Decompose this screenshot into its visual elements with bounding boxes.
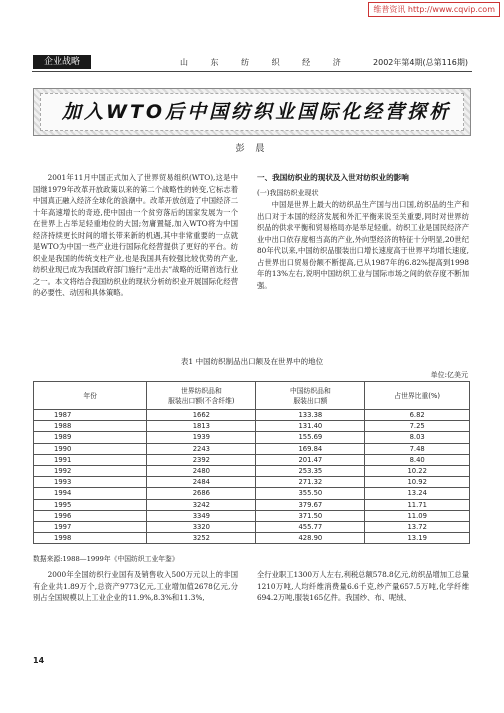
cell-world-export: 2686 — [147, 488, 256, 499]
cell-year: 1995 — [34, 499, 147, 510]
author: 彭 晨 — [235, 144, 269, 154]
data-source: 数据来源:1988—1999年《中国纺织工业年鉴》 — [33, 555, 179, 563]
header-rule — [32, 71, 472, 72]
cell-year: 1992 — [34, 465, 147, 476]
cell-year: 1993 — [34, 477, 147, 488]
bottom-left-paragraph: 2000年全国纺织行业国有及销售收入500万元以上的非国有企业共1.89万个,总资产9773亿元,工业增加值2678亿元,分别占全国规模以上工业企业的11.9%,8.3%和11.3%, — [33, 570, 238, 602]
section1-column — [257, 172, 469, 291]
col-header-year: 年份 — [34, 382, 147, 410]
cell-year: 1988 — [34, 421, 147, 432]
cell-world-export: 3252 — [147, 533, 256, 544]
cell-share: 11.71 — [365, 499, 470, 510]
table-row — [34, 410, 470, 421]
table-row — [34, 499, 470, 510]
intro-column — [33, 172, 238, 299]
cell-china-export: 379.67 — [256, 499, 365, 510]
cell-world-export: 3242 — [147, 499, 256, 510]
cell-year: 1994 — [34, 488, 147, 499]
cell-share: 10.92 — [365, 477, 470, 488]
cell-world-export: 2480 — [147, 465, 256, 476]
bottom-right-paragraph: 全行业职工1300万人左右,利税总额578.8亿元,纺织品增加工总量1210万吨,人均纤维消费量6.6千克,纱产量657.5万吨,化学纤维694.2万吨,服装165亿件。我国纱、布、呢绒、 — [257, 570, 469, 602]
table-body — [34, 410, 470, 544]
cell-year: 1991 — [34, 454, 147, 465]
subsection-heading: (一)我国纺织业现状 — [257, 188, 319, 197]
cell-share: 13.19 — [365, 533, 470, 544]
section-tag: 企业战略 — [33, 55, 91, 69]
cell-china-export: 133.38 — [256, 410, 365, 421]
watermark: 维普资讯 http://www.cqvip.com — [368, 2, 500, 17]
table-row — [34, 477, 470, 488]
table-row — [34, 421, 470, 432]
col-header-china-line2: 服装出口额 — [293, 396, 328, 405]
table-row — [34, 533, 470, 544]
cell-year: 1987 — [34, 410, 147, 421]
cell-world-export: 3320 — [147, 521, 256, 532]
table-row — [34, 432, 470, 443]
cell-world-export: 1662 — [147, 410, 256, 421]
col-header-china — [256, 382, 365, 410]
table-row — [34, 454, 470, 465]
col-header-world — [147, 382, 256, 410]
cell-share: 13.72 — [365, 521, 470, 532]
table-row — [34, 488, 470, 499]
bottom-left-column — [33, 569, 238, 604]
cell-share: 10.22 — [365, 465, 470, 476]
cell-world-export: 3349 — [147, 510, 256, 521]
cell-world-export: 1939 — [147, 432, 256, 443]
table-unit: 单位:亿美元 — [430, 371, 468, 379]
cell-world-export: 2484 — [147, 477, 256, 488]
cell-share: 6.82 — [365, 410, 470, 421]
cell-china-export: 271.32 — [256, 477, 365, 488]
col-header-china-line1: 中国纺织品和 — [289, 386, 331, 395]
col-header-share: 占世界比重(%) — [365, 382, 470, 410]
intro-paragraph: 2001年11月中国正式加入了世界贸易组织(WTO),这是中国继1979年改革开放政策以来的第二个战略性的转变,它标志着中国真正融入经济全球化的浪潮中。改革开放创造了中国经济二十年高速增长的奇迹,使中国由一个贫穷落后的国家发展为一个在世界上占举足轻重地位的大国;勿庸置疑,加入WTO将为中国经济持续更长时间的增长带来新的机遇,其中非常重要的一点就是WTO为中国一些产业进行国际化经营提供了更好的平台。纺织业是我国的传统支柱产业,也是我国具有较强比较优势的产业,纺织业现已成为我国政府部门施行“走出去”战略的近期首选行业之一。本文将结合我国纺织业的现状分析纺织业开展国际化经营的必要性、动因和具体策略。 — [33, 173, 238, 297]
cell-year: 1997 — [34, 521, 147, 532]
section1-paragraph: 中国是世界上最大的纺织品生产国与出口国,纺织品的生产和出口对于本国的经济发展和外汇平衡来说至关重要,同时对世界纺织品的供求平衡和贸易格局亦是举足轻重。纺织工业是国民经济产业中出口依存度相当高的产业,外向型经济的特征十分明显,20世纪80年代以来,中国纺织品服装出口增长速度高于世界平均增长速度,占世界出口贸易份额不断提高,已从1987年的6.82%提高到1998年的13%左右,说明中国纺织工业与国际市场之间的依存度不断加强。 — [257, 200, 469, 290]
cell-china-export: 371.50 — [256, 510, 365, 521]
cell-china-export: 253.35 — [256, 465, 365, 476]
cell-world-export: 2392 — [147, 454, 256, 465]
section-heading: 一、我国纺织业的现状及入世对纺织业的影响 — [257, 173, 409, 182]
cell-world-export: 2243 — [147, 443, 256, 454]
table-row — [34, 443, 470, 454]
table-row — [34, 510, 470, 521]
bottom-right-column — [257, 569, 469, 604]
cell-share: 8.40 — [365, 454, 470, 465]
cell-share: 13.24 — [365, 488, 470, 499]
table-row — [34, 465, 470, 476]
cell-year: 1989 — [34, 432, 147, 443]
cell-china-export: 155.69 — [256, 432, 365, 443]
table-caption: 表1 中国纺织制品出口额及在世界中的地位 — [180, 357, 324, 366]
table-header-row — [34, 382, 470, 410]
cell-china-export: 455.77 — [256, 521, 365, 532]
export-table — [33, 381, 470, 544]
cell-year: 1990 — [34, 443, 147, 454]
cell-year: 1998 — [34, 533, 147, 544]
cell-china-export: 131.40 — [256, 421, 365, 432]
issue-label: 2002年第4期(总第116期) — [373, 58, 468, 67]
cell-share: 8.03 — [365, 432, 470, 443]
cell-share: 7.25 — [365, 421, 470, 432]
article-title: 加入WTO后中国纺织业国际化经营探析 — [62, 101, 452, 123]
cell-world-export: 1813 — [147, 421, 256, 432]
cell-china-export: 201.47 — [256, 454, 365, 465]
cell-share: 11.09 — [365, 510, 470, 521]
col-header-world-line2: 服装出口额(不含纤维) — [168, 396, 235, 405]
cell-year: 1996 — [34, 510, 147, 521]
col-header-world-line1: 世界纺织品和 — [180, 386, 222, 395]
cell-share: 7.48 — [365, 443, 470, 454]
cell-china-export: 355.50 — [256, 488, 365, 499]
journal-name: 山 东 纺 织 经 济 — [180, 58, 351, 67]
page-number: 14 — [33, 656, 45, 665]
cell-china-export: 428.90 — [256, 533, 365, 544]
cell-china-export: 169.84 — [256, 443, 365, 454]
table-row — [34, 521, 470, 532]
